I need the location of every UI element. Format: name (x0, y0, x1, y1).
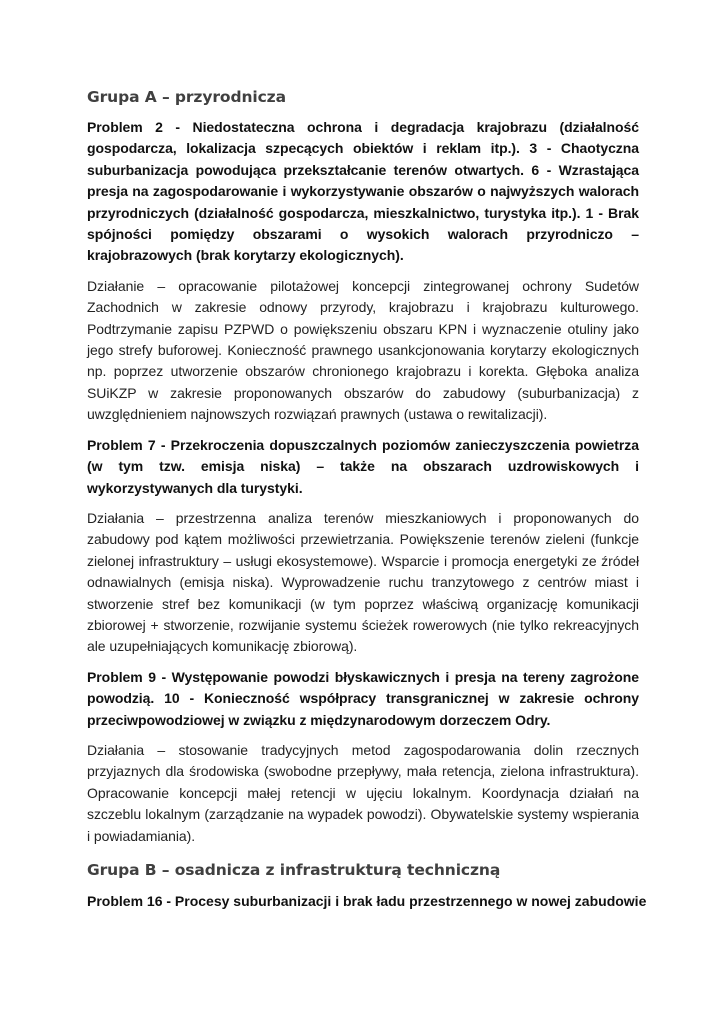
problem-9-10-paragraph: Problem 9 - Występowanie powodzi błyskawicznych i presja na tereny zagrożone powodzią. 10 - Konieczność współpracy transgranicznej w zakresie ochrony przeciwpowodziowej w związku z międzynarodowym dorzeczem Odry. (87, 668, 639, 728)
group-b-heading: Grupa B – osadnicza z infrastrukturą techniczną (87, 861, 501, 879)
document-page (87, 86, 647, 912)
group-a-heading: Grupa A – przyrodnicza (87, 88, 286, 106)
problem-16-paragraph: Problem 16 - Procesy suburbanizacji i brak ładu przestrzennego w nowej zabudowie (87, 893, 647, 909)
action-paragraph-2: Działania – przestrzenna analiza terenów mieszkaniowych i proponowanych do zabudowy pod kątem możliwości przewietrzania. Powiększenie terenów zieleni (funkcje zielonej infrastruktury – usługi ekosystemowe). Wsparcie i promocja energetyki ze źródeł odnawialnych (emisja niska). Wyprowadzenie ruchu tranzytowego z centrów miast i stworzenie stref bez komunikacji (w tym poprzez właściwą organizację komunikacji zbiorowej + stworzenie, rozwijanie systemu ścieżek rowerowych (nie tylko rekreacyjnych ale uzupełniających komunikację zbiorową). (87, 509, 639, 655)
action-paragraph-1: Działanie – opracowanie pilotażowej koncepcji zintegrowanej ochrony Sudetów Zachodnich w zakresie odnowy przyrody, krajobrazu i krajobrazu kulturowego. Podtrzymanie zapisu PZPWD o powiększeniu obszaru KPN i wyznaczenie otuliny jako jego strefy buforowej. Konieczność prawnego usankcjonowania korytarzy ekologicznych np. poprzez utworzenie obszarów chronionego krajobrazu i korekta. Głęboka analiza SUiKZP w zakresie proponowanych obszarów do zabudowy (suburbanizacja) z uwzględnieniem najnowszych rozwiązań prawnych (ustawa o rewitalizacji). (87, 277, 639, 423)
action-paragraph-3: Działania – stosowanie tradycyjnych metod zagospodarowania dolin rzecznych przyjaznych dla środowiska (swobodne przepływy, mała retencja, zielona infrastruktura). Opracowanie koncepcji małej retencji w ujęciu lokalnym. Koordynacja działań na szczeblu lokalnym (zarządzanie na wypadek powodzi). Obywatelskie systemy wspierania i powiadamiania). (87, 741, 639, 844)
problem-2-3-6-1-paragraph: Problem 2 - Niedostateczna ochrona i degradacja krajobrazu (działalność gospodarcza, lokalizacja szpecących obiektów i reklam itp.). 3 - Chaotyczna suburbanizacja powodująca przekształcanie terenów otwartych. 6 - Wzrastająca presja na zagospodarowanie i wykorzystywanie obszarów o najwyższych walorach przyrodniczych (działalność gospodarcza, mieszkalnictwo, turystyka itp.). 1 - Brak spójności pomiędzy obszarami o wysokich walorach przyrodniczo – krajobrazowych (brak korytarzy ekologicznych). (87, 119, 639, 264)
problem-7-paragraph: Problem 7 - Przekroczenia dopuszczalnych poziomów zanieczyszczenia powietrza (w tym tzw. emisja niska) – także na obszarach uzdrowiskowych i wykorzystywanych dla turystyki. (87, 436, 639, 496)
